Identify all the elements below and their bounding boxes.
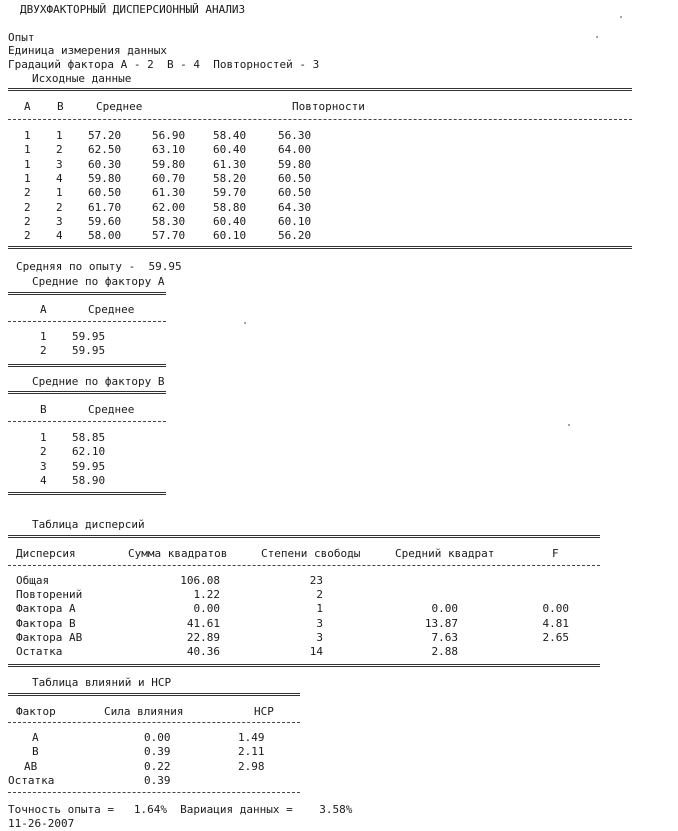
cell-rep3: 56.30 xyxy=(278,129,312,142)
cell-mean: 57.20 xyxy=(88,129,122,142)
factor-a-col-mean: Среднее xyxy=(88,303,135,316)
dashed-rule xyxy=(8,119,632,120)
dashed-rule xyxy=(8,792,300,793)
disp-col-ss: Сумма квадратов xyxy=(128,547,228,560)
cell-b: 2 xyxy=(56,143,63,157)
cell-mean: 59.80 xyxy=(88,171,122,185)
cell-power: 0.22 xyxy=(144,759,171,773)
accuracy-line: Точность опыта = 1.64% Вариация данных = 3.58% xyxy=(8,803,353,816)
cell-ss: 41.61 xyxy=(186,616,220,630)
col-header-b: В xyxy=(57,100,64,113)
cell-power: 0.39 xyxy=(144,773,171,787)
cell-df: 23 xyxy=(309,574,323,587)
cell-ms: 0.00 xyxy=(431,602,458,616)
col-header-a: А xyxy=(24,100,31,113)
cell-rep1: 61.30 xyxy=(152,186,186,200)
cell-rep1: 62.00 xyxy=(152,200,186,214)
cell-rep2: 58.20 xyxy=(213,171,247,185)
cell-key: 2 xyxy=(40,344,47,357)
cell-mean: 61.70 xyxy=(88,200,122,214)
scan-speck xyxy=(620,16,622,18)
cell-rep2: 58.80 xyxy=(213,200,247,214)
cell-rep3: 56.20 xyxy=(278,229,312,243)
cell-a: 2 xyxy=(24,229,31,243)
cell-df: 14 xyxy=(309,645,323,658)
cell-factor: В xyxy=(32,745,39,759)
dashed-rule xyxy=(8,722,300,723)
cell-rep3: 59.80 xyxy=(278,157,312,171)
cell-b: 4 xyxy=(56,229,63,243)
dashed-rule xyxy=(8,565,600,566)
factor-a-title: Средние по фактору А xyxy=(32,275,165,288)
cell-mean: 58.90 xyxy=(72,473,106,487)
cell-rep3: 60.50 xyxy=(278,171,312,185)
disp-col-df: Степени свободы xyxy=(261,547,361,560)
cell-rep1: 57.70 xyxy=(152,229,186,243)
cell-ms: 2.88 xyxy=(431,645,458,658)
cell-key: 1 xyxy=(40,431,47,444)
unit-label: Единица измерения данных xyxy=(8,44,167,57)
disp-col-f: F xyxy=(552,547,559,560)
cell-ms: 13.87 xyxy=(424,616,458,630)
factor-a-col-key: А xyxy=(40,303,47,316)
cell-rep1: 58.30 xyxy=(152,214,186,228)
cell-rep2: 60.10 xyxy=(213,229,247,243)
cell-a: 2 xyxy=(24,186,31,200)
double-rule xyxy=(8,88,632,91)
cell-rep2: 61.30 xyxy=(213,157,247,171)
cell-rep3: 60.50 xyxy=(278,186,312,200)
cell-key: 4 xyxy=(40,473,47,487)
cell-name: Остатка xyxy=(16,645,63,658)
document-title: ДВУХФАКТОРНЫЙ ДИСПЕРСИОННЫЙ АНАЛИЗ xyxy=(20,3,246,16)
double-rule xyxy=(8,492,166,495)
col-header-mean: Среднее xyxy=(96,100,143,113)
cell-b: 1 xyxy=(56,186,63,200)
cell-rep2: 60.40 xyxy=(213,143,247,157)
cell-key: 1 xyxy=(40,330,47,343)
overall-mean-line: Средняя по опыту - 59.95 xyxy=(16,260,182,273)
cell-b: 3 xyxy=(56,157,63,171)
cell-a: 2 xyxy=(24,200,31,214)
cell-ss: 106.08 xyxy=(180,574,220,587)
cell-lsd: 2.98 xyxy=(238,759,265,773)
document-date: 11-26-2007 xyxy=(8,817,75,830)
cell-factor: Остатка xyxy=(8,773,55,787)
cell-df: 3 xyxy=(316,630,323,644)
influence-title: Таблица влияний и НСР xyxy=(32,676,172,689)
cell-f: 4.81 xyxy=(542,616,569,630)
cell-mean: 60.50 xyxy=(88,186,122,200)
cell-rep1: 60.70 xyxy=(152,171,186,185)
cell-power: 0.00 xyxy=(144,731,171,744)
cell-lsd: 1.49 xyxy=(238,731,265,744)
double-rule xyxy=(8,292,166,295)
cell-ss: 0.00 xyxy=(193,602,220,616)
cell-a: 2 xyxy=(24,214,31,228)
dispersion-title: Таблица дисперсий xyxy=(32,518,145,531)
col-header-replicates: Повторности xyxy=(292,100,365,113)
cell-ss: 22.89 xyxy=(186,630,220,644)
cell-df: 2 xyxy=(316,588,323,602)
factor-b-col-mean: Среднее xyxy=(88,403,135,416)
cell-factor: А xyxy=(32,731,39,744)
cell-b: 4 xyxy=(56,171,63,185)
cell-f: 0.00 xyxy=(542,602,569,616)
double-rule xyxy=(8,664,600,667)
cell-mean: 62.50 xyxy=(88,143,122,157)
cell-name: Фактора АВ xyxy=(16,630,83,644)
scan-speck xyxy=(244,322,246,324)
cell-key: 2 xyxy=(40,445,47,459)
cell-a: 1 xyxy=(24,171,31,185)
double-rule xyxy=(8,535,600,538)
cell-rep2: 58.40 xyxy=(213,129,247,142)
scan-speck xyxy=(568,424,570,426)
double-rule xyxy=(8,246,632,249)
scan-speck xyxy=(596,36,598,38)
cell-rep3: 64.00 xyxy=(278,143,312,157)
cell-power: 0.39 xyxy=(144,745,171,759)
cell-mean: 60.30 xyxy=(88,157,122,171)
cell-name: Фактора А xyxy=(16,602,76,616)
infl-col-lsd: НСР xyxy=(254,705,274,718)
cell-rep1: 59.80 xyxy=(152,157,186,171)
cell-ss: 40.36 xyxy=(186,645,220,658)
cell-df: 3 xyxy=(316,616,323,630)
source-data-label: Исходные данные xyxy=(32,72,132,85)
cell-mean: 59.95 xyxy=(72,344,106,357)
cell-rep1: 63.10 xyxy=(152,143,186,157)
cell-rep1: 56.90 xyxy=(152,129,186,142)
infl-col-factor: Фактор xyxy=(16,705,56,718)
cell-mean: 58.00 xyxy=(88,229,122,243)
cell-a: 1 xyxy=(24,157,31,171)
factor-b-title: Средние по фактору В xyxy=(32,375,165,388)
disp-col-name: Дисперсия xyxy=(16,547,76,560)
gradations-line: Градаций фактора А - 2 В - 4 Повторностей - 3 xyxy=(8,58,320,71)
cell-b: 1 xyxy=(56,129,63,142)
cell-factor: АВ xyxy=(24,759,38,773)
cell-rep2: 59.70 xyxy=(213,186,247,200)
cell-name: Повторений xyxy=(16,588,83,602)
cell-mean: 59.60 xyxy=(88,214,122,228)
cell-b: 3 xyxy=(56,214,63,228)
cell-a: 1 xyxy=(24,143,31,157)
experiment-label: Опыт xyxy=(8,31,35,44)
double-rule xyxy=(8,693,300,696)
cell-lsd: 2.11 xyxy=(238,745,265,759)
double-rule xyxy=(8,391,166,394)
cell-key: 3 xyxy=(40,459,47,473)
cell-rep3: 64.30 xyxy=(278,200,312,214)
cell-b: 2 xyxy=(56,200,63,214)
cell-mean: 59.95 xyxy=(72,330,106,343)
cell-rep2: 60.40 xyxy=(213,214,247,228)
cell-name: Фактора В xyxy=(16,616,76,630)
factor-b-col-key: В xyxy=(40,403,47,416)
dashed-rule xyxy=(8,421,166,422)
cell-name: Общая xyxy=(16,574,50,587)
disp-col-ms: Средний квадрат xyxy=(395,547,495,560)
cell-f: 2.65 xyxy=(542,630,569,644)
cell-mean: 62.10 xyxy=(72,445,106,459)
infl-col-power: Сила влияния xyxy=(104,705,184,718)
cell-mean: 59.95 xyxy=(72,459,106,473)
cell-a: 1 xyxy=(24,129,31,142)
cell-ss: 1.22 xyxy=(193,588,220,602)
cell-mean: 58.85 xyxy=(72,431,106,444)
cell-df: 1 xyxy=(316,602,323,616)
cell-rep3: 60.10 xyxy=(278,214,312,228)
dashed-rule xyxy=(8,321,166,322)
double-rule xyxy=(8,364,166,367)
cell-ms: 7.63 xyxy=(431,630,458,644)
